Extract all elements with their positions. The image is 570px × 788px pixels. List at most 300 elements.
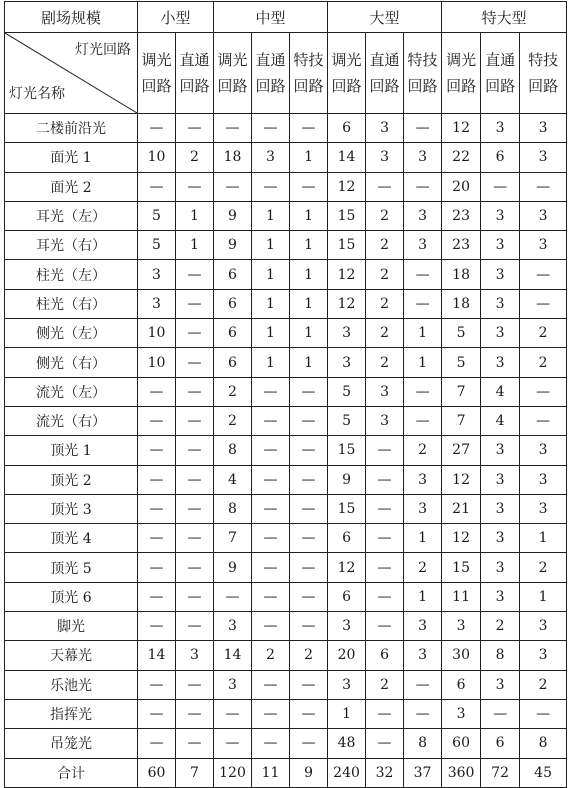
table-cell: 2 bbox=[252, 641, 290, 670]
table-cell: — bbox=[176, 494, 214, 523]
table-row bbox=[5, 699, 567, 728]
table-cell: — bbox=[520, 377, 567, 406]
sub-small-direct: 直通 回路 bbox=[176, 33, 214, 114]
table-cell: 5 bbox=[442, 319, 481, 348]
table-cell: 3 bbox=[328, 348, 366, 377]
table-cell: 2 bbox=[214, 406, 252, 435]
table-cell: — bbox=[176, 699, 214, 728]
table-cell: 3 bbox=[481, 524, 520, 553]
table-cell: — bbox=[214, 699, 252, 728]
table-cell: 8 bbox=[404, 729, 442, 758]
table-row bbox=[5, 524, 567, 553]
scale-label: 剧场规模 bbox=[5, 2, 138, 33]
table-cell: 2 bbox=[404, 436, 442, 465]
table-row bbox=[5, 729, 567, 758]
table-cell: 1 bbox=[290, 260, 328, 289]
table-cell: — bbox=[176, 465, 214, 494]
table-cell: 1 bbox=[404, 319, 442, 348]
table-row bbox=[5, 172, 567, 201]
group-medium: 中型 bbox=[214, 2, 328, 33]
table-cell: — bbox=[138, 582, 176, 611]
table-cell: — bbox=[252, 699, 290, 728]
table-cell: 3 bbox=[481, 201, 520, 230]
table-cell: 3 bbox=[176, 641, 214, 670]
table-cell: 3 bbox=[442, 612, 481, 641]
table-cell: — bbox=[176, 436, 214, 465]
table-cell: — bbox=[366, 729, 404, 758]
table-cell: 3 bbox=[404, 612, 442, 641]
table-cell: 12 bbox=[442, 524, 481, 553]
table-cell: 23 bbox=[442, 201, 481, 230]
table-cell: — bbox=[404, 670, 442, 699]
table-cell: 360 bbox=[442, 758, 481, 787]
table-cell: — bbox=[138, 377, 176, 406]
table-cell: 60 bbox=[442, 729, 481, 758]
table-cell: — bbox=[404, 172, 442, 201]
table-cell: — bbox=[138, 612, 176, 641]
table-cell: — bbox=[520, 260, 567, 289]
table-row bbox=[5, 143, 567, 172]
table-cell: — bbox=[520, 406, 567, 435]
table-cell: — bbox=[138, 553, 176, 582]
table-cell: — bbox=[176, 377, 214, 406]
table-cell: 6 bbox=[481, 143, 520, 172]
table-cell: — bbox=[290, 729, 328, 758]
table-cell: — bbox=[290, 494, 328, 523]
table-cell: 2 bbox=[520, 670, 567, 699]
table-cell: 3 bbox=[138, 289, 176, 318]
table-cell: 9 bbox=[214, 553, 252, 582]
table-cell: — bbox=[138, 670, 176, 699]
table-cell: 15 bbox=[328, 494, 366, 523]
table-cell: 6 bbox=[328, 524, 366, 553]
table-cell: — bbox=[176, 406, 214, 435]
table-cell: — bbox=[252, 114, 290, 143]
table-cell: 3 bbox=[366, 143, 404, 172]
table-cell: 37 bbox=[404, 758, 442, 787]
table-cell: 6 bbox=[366, 641, 404, 670]
table-cell: 20 bbox=[328, 641, 366, 670]
table-cell: 3 bbox=[404, 231, 442, 260]
table-cell: 3 bbox=[366, 377, 404, 406]
table-row bbox=[5, 319, 567, 348]
table-cell: 12 bbox=[328, 553, 366, 582]
table-cell: 3 bbox=[481, 114, 520, 143]
lighting-circuit-table bbox=[4, 1, 567, 788]
table-row bbox=[5, 494, 567, 523]
table-cell: 3 bbox=[520, 201, 567, 230]
table-cell: 10 bbox=[138, 319, 176, 348]
table-row bbox=[5, 114, 567, 143]
table-cell: 3 bbox=[481, 348, 520, 377]
table-row bbox=[5, 553, 567, 582]
table-cell: — bbox=[252, 172, 290, 201]
table-cell: 1 bbox=[252, 289, 290, 318]
table-cell: 3 bbox=[366, 406, 404, 435]
table-row bbox=[5, 289, 567, 318]
table-cell: — bbox=[252, 465, 290, 494]
table-cell: 7 bbox=[442, 377, 481, 406]
table-cell: 3 bbox=[252, 143, 290, 172]
table-cell: 6 bbox=[442, 670, 481, 699]
table-cell: 7 bbox=[442, 406, 481, 435]
table-row bbox=[5, 406, 567, 435]
table-cell: 6 bbox=[214, 289, 252, 318]
table-cell: 32 bbox=[366, 758, 404, 787]
table-cell: 3 bbox=[520, 465, 567, 494]
table-cell: 48 bbox=[328, 729, 366, 758]
table-cell: — bbox=[252, 582, 290, 611]
table-row bbox=[5, 436, 567, 465]
table-cell: 1 bbox=[520, 582, 567, 611]
table-cell: 3 bbox=[520, 143, 567, 172]
table-cell: — bbox=[176, 289, 214, 318]
row-name: 顶光 4 bbox=[5, 524, 138, 553]
table-cell: 9 bbox=[214, 231, 252, 260]
table-cell: 12 bbox=[442, 114, 481, 143]
table-cell: 15 bbox=[442, 553, 481, 582]
table-cell: 3 bbox=[328, 670, 366, 699]
table-cell: 1 bbox=[176, 201, 214, 230]
table-cell: 3 bbox=[442, 699, 481, 728]
row-name: 乐池光 bbox=[5, 670, 138, 699]
table-cell: 10 bbox=[138, 348, 176, 377]
table-cell: 240 bbox=[328, 758, 366, 787]
table-cell: — bbox=[290, 670, 328, 699]
table-cell: 3 bbox=[481, 260, 520, 289]
table-cell: 1 bbox=[252, 201, 290, 230]
table-cell: — bbox=[214, 729, 252, 758]
table-cell: — bbox=[520, 289, 567, 318]
table-cell: 1 bbox=[328, 699, 366, 728]
table-cell: 9 bbox=[214, 201, 252, 230]
table-cell: 5 bbox=[442, 348, 481, 377]
table-cell: 5 bbox=[328, 377, 366, 406]
table-cell: 8 bbox=[481, 641, 520, 670]
table-cell: 3 bbox=[520, 641, 567, 670]
table-cell: 2 bbox=[366, 348, 404, 377]
table-cell: 3 bbox=[366, 114, 404, 143]
table-cell: — bbox=[138, 114, 176, 143]
row-name: 面光 2 bbox=[5, 172, 138, 201]
table-cell: — bbox=[176, 612, 214, 641]
table-cell: — bbox=[176, 729, 214, 758]
table-cell: 14 bbox=[138, 641, 176, 670]
table-cell: — bbox=[176, 524, 214, 553]
table-cell: 1 bbox=[252, 260, 290, 289]
sub-medium-effect: 特技 回路 bbox=[290, 33, 328, 114]
table-cell: 3 bbox=[328, 319, 366, 348]
table-cell: 3 bbox=[520, 231, 567, 260]
corner-header bbox=[5, 33, 138, 114]
table-cell: — bbox=[176, 670, 214, 699]
table-cell: — bbox=[366, 494, 404, 523]
table-cell: 2 bbox=[176, 143, 214, 172]
table-cell: — bbox=[138, 406, 176, 435]
group-small: 小型 bbox=[138, 2, 214, 33]
table-cell: 1 bbox=[520, 524, 567, 553]
table-cell: 2 bbox=[520, 319, 567, 348]
table-cell: — bbox=[481, 172, 520, 201]
table-cell: — bbox=[366, 582, 404, 611]
table-cell: 3 bbox=[404, 494, 442, 523]
table-cell: 5 bbox=[138, 231, 176, 260]
table-row bbox=[5, 758, 567, 787]
header-row-circuits bbox=[5, 33, 567, 114]
table-cell: — bbox=[252, 494, 290, 523]
sub-xlarge-effect: 特技 回路 bbox=[520, 33, 567, 114]
table-cell: 3 bbox=[481, 436, 520, 465]
table-cell: 15 bbox=[328, 201, 366, 230]
row-name: 柱光（右） bbox=[5, 289, 138, 318]
table-cell: 1 bbox=[252, 348, 290, 377]
table-cell: — bbox=[252, 670, 290, 699]
table-cell: — bbox=[404, 114, 442, 143]
table-cell: — bbox=[520, 699, 567, 728]
row-name: 顶光 3 bbox=[5, 494, 138, 523]
table-cell: 3 bbox=[404, 201, 442, 230]
table-cell: 18 bbox=[442, 289, 481, 318]
table-cell: 3 bbox=[404, 641, 442, 670]
sub-large-direct: 直通 回路 bbox=[366, 33, 404, 114]
row-name: 顶光 2 bbox=[5, 465, 138, 494]
table-cell: — bbox=[176, 553, 214, 582]
table-cell: 3 bbox=[520, 612, 567, 641]
table-cell: 1 bbox=[404, 348, 442, 377]
table-cell: 2 bbox=[366, 670, 404, 699]
table-cell: — bbox=[252, 729, 290, 758]
row-name: 吊笼光 bbox=[5, 729, 138, 758]
table-cell: 6 bbox=[328, 114, 366, 143]
corner-top-label: 灯光回路 bbox=[75, 42, 131, 58]
table-cell: — bbox=[138, 436, 176, 465]
table-cell: 3 bbox=[214, 612, 252, 641]
table-cell: — bbox=[481, 699, 520, 728]
table-cell: 18 bbox=[214, 143, 252, 172]
table-cell: 3 bbox=[404, 465, 442, 494]
table-cell: — bbox=[520, 172, 567, 201]
table-cell: 22 bbox=[442, 143, 481, 172]
table-cell: 1 bbox=[290, 143, 328, 172]
table-cell: 15 bbox=[328, 436, 366, 465]
table-cell: 6 bbox=[214, 348, 252, 377]
table-cell: 3 bbox=[214, 670, 252, 699]
table-cell: — bbox=[404, 377, 442, 406]
corner-bottom-label: 灯光名称 bbox=[9, 86, 65, 102]
table-cell: 120 bbox=[214, 758, 252, 787]
table-cell: — bbox=[176, 260, 214, 289]
table-cell: 12 bbox=[328, 172, 366, 201]
table-cell: — bbox=[366, 436, 404, 465]
table-cell: 6 bbox=[328, 582, 366, 611]
table-cell: 2 bbox=[290, 641, 328, 670]
table-cell: — bbox=[138, 172, 176, 201]
table-cell: — bbox=[138, 729, 176, 758]
table-row bbox=[5, 641, 567, 670]
table-cell: — bbox=[290, 436, 328, 465]
row-name: 耳光（右） bbox=[5, 231, 138, 260]
table-cell: — bbox=[176, 348, 214, 377]
table-cell: — bbox=[366, 524, 404, 553]
table-cell: — bbox=[252, 406, 290, 435]
table-cell: 9 bbox=[290, 758, 328, 787]
table-cell: 3 bbox=[404, 143, 442, 172]
table-cell: 3 bbox=[138, 260, 176, 289]
table-cell: 2 bbox=[366, 319, 404, 348]
table-row bbox=[5, 465, 567, 494]
table-row bbox=[5, 231, 567, 260]
table-cell: 20 bbox=[442, 172, 481, 201]
table-cell: 8 bbox=[214, 436, 252, 465]
table-cell: 15 bbox=[328, 231, 366, 260]
table-cell: 72 bbox=[481, 758, 520, 787]
table-cell: — bbox=[138, 699, 176, 728]
table-cell: 5 bbox=[138, 201, 176, 230]
table-cell: 3 bbox=[328, 612, 366, 641]
table-cell: 3 bbox=[481, 231, 520, 260]
table-row bbox=[5, 582, 567, 611]
table-cell: — bbox=[404, 406, 442, 435]
table-cell: — bbox=[138, 494, 176, 523]
table-cell: 3 bbox=[481, 494, 520, 523]
row-name: 顶光 5 bbox=[5, 553, 138, 582]
table-cell: — bbox=[404, 699, 442, 728]
table-cell: — bbox=[404, 260, 442, 289]
table-cell: — bbox=[366, 172, 404, 201]
table-cell: 1 bbox=[290, 231, 328, 260]
table-cell: 11 bbox=[442, 582, 481, 611]
table-cell: — bbox=[138, 524, 176, 553]
sub-xlarge-direct: 直通 回路 bbox=[481, 33, 520, 114]
table-cell: 7 bbox=[176, 758, 214, 787]
table-cell: 3 bbox=[481, 319, 520, 348]
table-cell: 2 bbox=[481, 612, 520, 641]
table-cell: 1 bbox=[252, 231, 290, 260]
row-name: 二楼前沿光 bbox=[5, 114, 138, 143]
table-cell: 5 bbox=[328, 406, 366, 435]
table-cell: 60 bbox=[138, 758, 176, 787]
row-name: 顶光 6 bbox=[5, 582, 138, 611]
table-cell: 21 bbox=[442, 494, 481, 523]
row-name: 柱光（左） bbox=[5, 260, 138, 289]
table-cell: 1 bbox=[290, 201, 328, 230]
table-row bbox=[5, 377, 567, 406]
table-cell: 4 bbox=[481, 406, 520, 435]
table-cell: — bbox=[290, 172, 328, 201]
table-cell: 2 bbox=[366, 260, 404, 289]
table-cell: 4 bbox=[214, 465, 252, 494]
header-row-groups bbox=[5, 2, 567, 33]
table-cell: 2 bbox=[520, 553, 567, 582]
table-cell: 2 bbox=[366, 231, 404, 260]
group-xlarge: 特大型 bbox=[442, 2, 567, 33]
table-cell: — bbox=[252, 553, 290, 582]
table-cell: — bbox=[290, 465, 328, 494]
table-cell: 3 bbox=[481, 289, 520, 318]
table-cell: — bbox=[214, 172, 252, 201]
table-cell: 2 bbox=[366, 201, 404, 230]
table-body bbox=[5, 114, 567, 788]
table-cell: 18 bbox=[442, 260, 481, 289]
table-cell: — bbox=[176, 172, 214, 201]
table-cell: 3 bbox=[481, 553, 520, 582]
table-cell: — bbox=[290, 553, 328, 582]
sub-medium-dimmer: 调光 回路 bbox=[214, 33, 252, 114]
table-cell: 1 bbox=[176, 231, 214, 260]
table-cell: 3 bbox=[520, 494, 567, 523]
table-cell: 11 bbox=[252, 758, 290, 787]
row-name: 流光（左） bbox=[5, 377, 138, 406]
table-cell: — bbox=[290, 524, 328, 553]
table-row bbox=[5, 201, 567, 230]
table-cell: — bbox=[366, 465, 404, 494]
table-cell: 12 bbox=[328, 289, 366, 318]
table-row bbox=[5, 670, 567, 699]
table-cell: — bbox=[252, 524, 290, 553]
table-cell: — bbox=[176, 114, 214, 143]
row-name: 指挥光 bbox=[5, 699, 138, 728]
table-cell: 3 bbox=[520, 114, 567, 143]
table-cell: 8 bbox=[520, 729, 567, 758]
table-cell: 12 bbox=[328, 260, 366, 289]
table-cell: 1 bbox=[252, 319, 290, 348]
row-name: 面光 1 bbox=[5, 143, 138, 172]
row-name: 天幕光 bbox=[5, 641, 138, 670]
table-cell: — bbox=[252, 377, 290, 406]
table-cell: 1 bbox=[404, 524, 442, 553]
table-cell: 3 bbox=[481, 582, 520, 611]
table-cell: 2 bbox=[520, 348, 567, 377]
table-cell: 6 bbox=[214, 260, 252, 289]
table-cell: — bbox=[252, 436, 290, 465]
table-cell: — bbox=[290, 114, 328, 143]
sub-xlarge-dimmer: 调光 回路 bbox=[442, 33, 481, 114]
table-cell: 2 bbox=[366, 289, 404, 318]
table-cell: 10 bbox=[138, 143, 176, 172]
table-cell: — bbox=[404, 289, 442, 318]
table-cell: 3 bbox=[481, 465, 520, 494]
table-cell: 2 bbox=[404, 553, 442, 582]
row-name: 侧光（左） bbox=[5, 319, 138, 348]
table-row bbox=[5, 260, 567, 289]
table-cell: 1 bbox=[290, 348, 328, 377]
table-cell: 12 bbox=[442, 465, 481, 494]
table-cell: 14 bbox=[328, 143, 366, 172]
row-name: 顶光 1 bbox=[5, 436, 138, 465]
table-cell: — bbox=[290, 612, 328, 641]
table-cell: — bbox=[138, 465, 176, 494]
row-name: 脚光 bbox=[5, 612, 138, 641]
table-cell: — bbox=[290, 699, 328, 728]
table-cell: — bbox=[366, 612, 404, 641]
table-cell: 3 bbox=[520, 436, 567, 465]
row-name: 侧光（右） bbox=[5, 348, 138, 377]
table-cell: 3 bbox=[481, 670, 520, 699]
table-cell: 30 bbox=[442, 641, 481, 670]
table-cell: 1 bbox=[290, 289, 328, 318]
row-name: 流光（右） bbox=[5, 406, 138, 435]
table-row bbox=[5, 612, 567, 641]
table-cell: — bbox=[290, 377, 328, 406]
sub-medium-direct: 直通 回路 bbox=[252, 33, 290, 114]
table-cell: — bbox=[176, 582, 214, 611]
table-cell: 6 bbox=[214, 319, 252, 348]
sub-large-effect: 特技 回路 bbox=[404, 33, 442, 114]
table-cell: — bbox=[366, 553, 404, 582]
table-cell: 14 bbox=[214, 641, 252, 670]
table-cell: 2 bbox=[214, 377, 252, 406]
sub-small-dimmer: 调光 回路 bbox=[138, 33, 176, 114]
